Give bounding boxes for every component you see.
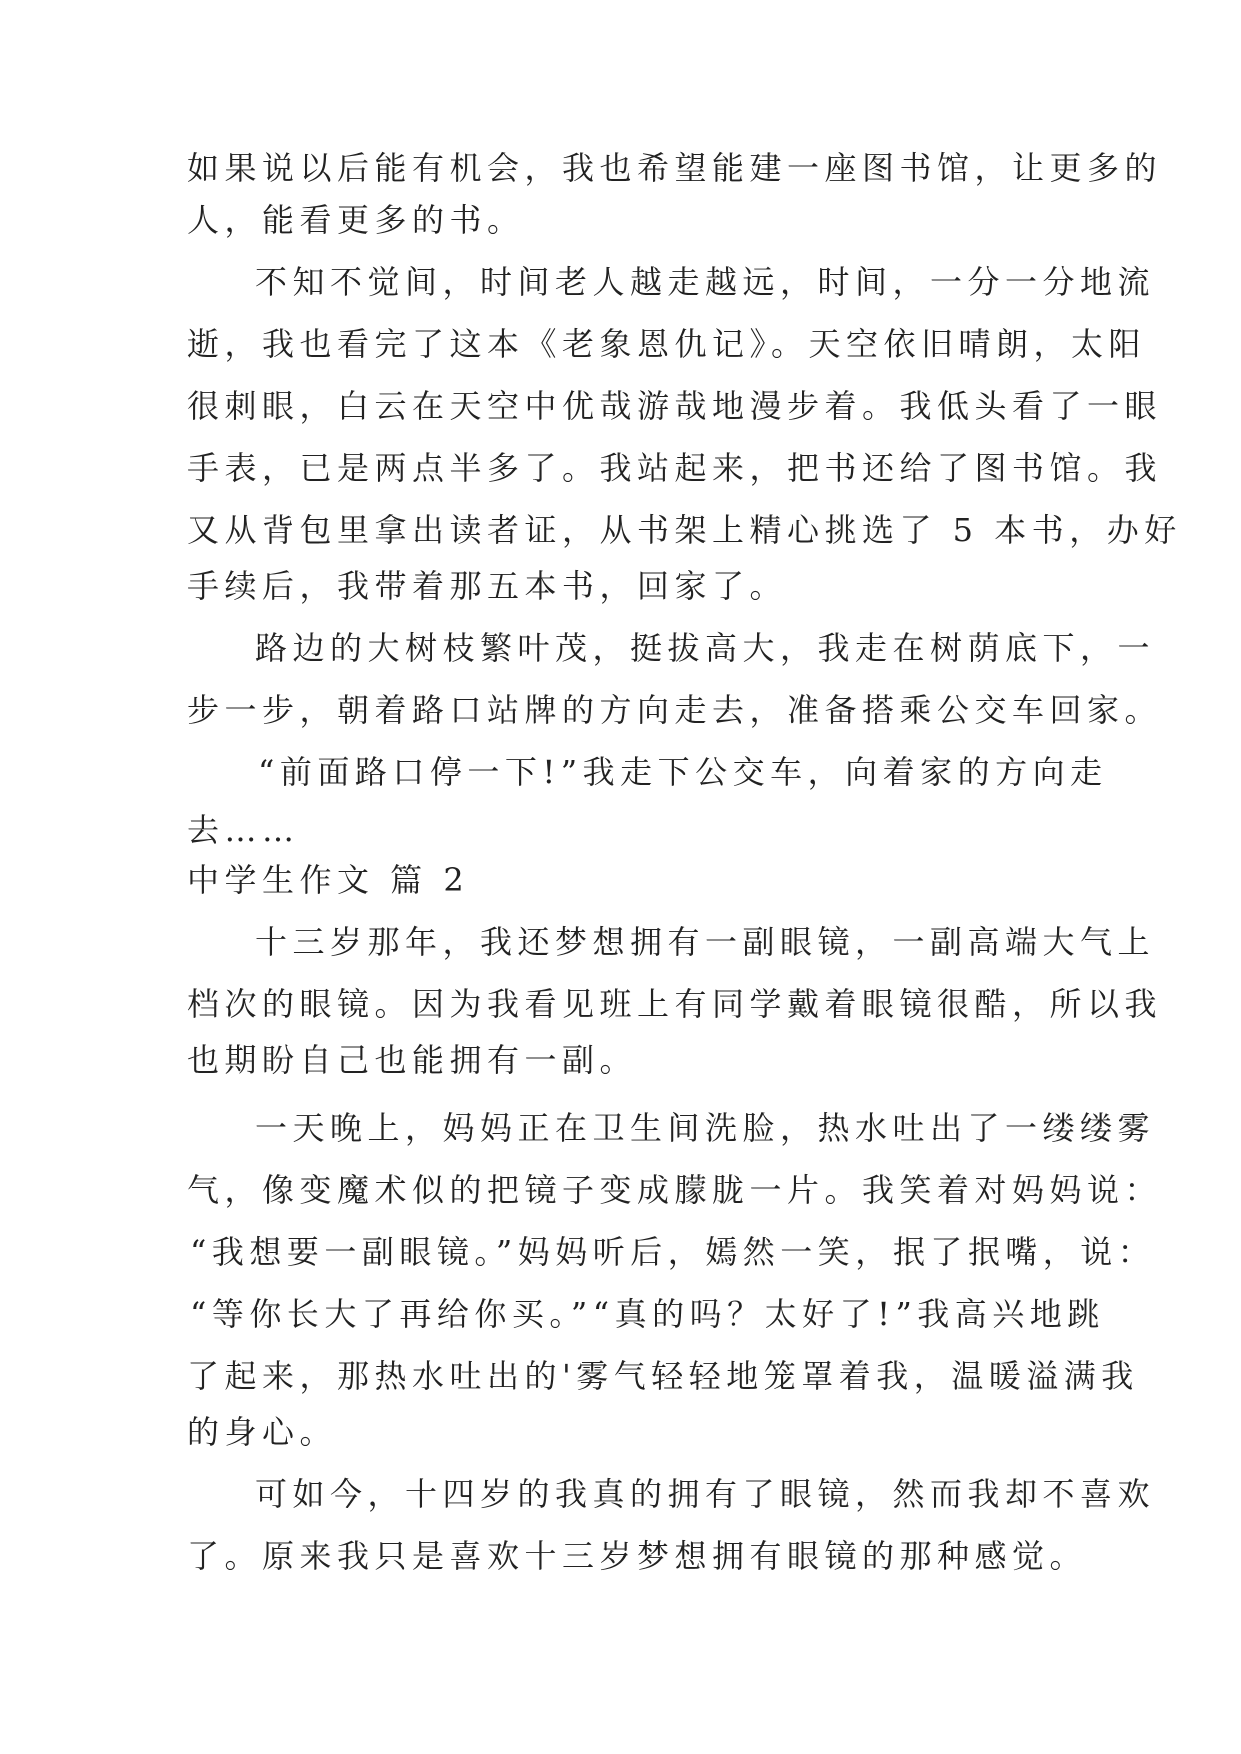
text-line: 气，像变魔术似的把镜子变成朦胧一片。我笑着对妈妈说： (187, 1171, 1163, 1209)
text-line: 的身心。 (187, 1413, 338, 1451)
text-line: 步一步，朝着路口站牌的方向走去，准备搭乘公交车回家。 (187, 691, 1163, 729)
text-line: “我想要一副眼镜。”妈妈听后，嫣然一笑，抿了抿嘴，说： (190, 1233, 1156, 1271)
text-line: 路边的大树枝繁叶茂，挺拔高大，我走在树荫底下，一 (255, 629, 1156, 667)
text-line: 不知不觉间，时间老人越走越远，时间，一分一分地流 (255, 263, 1156, 301)
text-line: 很刺眼，白云在天空中优哉游哉地漫步着。我低头看了一眼 (187, 387, 1163, 425)
text-line: 逝，我也看完了这本《老象恩仇记》。天空依旧晴朗，太阳 (187, 325, 1147, 363)
text-line: 了起来，那热水吐出的'雾气轻轻地笼罩着我，温暖溢满我 (187, 1357, 1139, 1395)
text-line: 手续后，我带着那五本书，回家了。 (187, 567, 788, 605)
text-line: 一天晚上，妈妈正在卫生间洗脸，热水吐出了一缕缕雾 (255, 1109, 1156, 1147)
text-line: 去…… (187, 811, 300, 849)
text-line: 十三岁那年，我还梦想拥有一副眼镜，一副高端大气上 (255, 923, 1156, 961)
text-line: 也期盼自己也能拥有一副。 (187, 1041, 638, 1079)
text-line: 可如今，十四岁的我真的拥有了眼镜，然而我却不喜欢 (255, 1475, 1156, 1513)
text-line: 了。原来我只是喜欢十三岁梦想拥有眼镜的那种感觉。 (187, 1537, 1088, 1575)
text-line: 如果说以后能有机会，我也希望能建一座图书馆，让更多的 (187, 149, 1163, 187)
text-line: 档次的眼镜。因为我看见班上有同学戴着眼镜很酷，所以我 (187, 985, 1163, 1023)
text-line: 又从背包里拿出读者证，从书架上精心挑选了 5 本书，办好 (187, 511, 1182, 549)
text-line: 人，能看更多的书。 (187, 201, 525, 239)
text-line: “等你长大了再给你买。”“真的吗？太好了!”我高兴地跳 (190, 1295, 1105, 1333)
text-line: “前面路口停一下!”我走下公交车，向着家的方向走 (258, 753, 1108, 791)
section-heading: 中学生作文 篇 2 (187, 861, 470, 899)
text-line: 手表，已是两点半多了。我站起来，把书还给了图书馆。我 (187, 449, 1163, 487)
